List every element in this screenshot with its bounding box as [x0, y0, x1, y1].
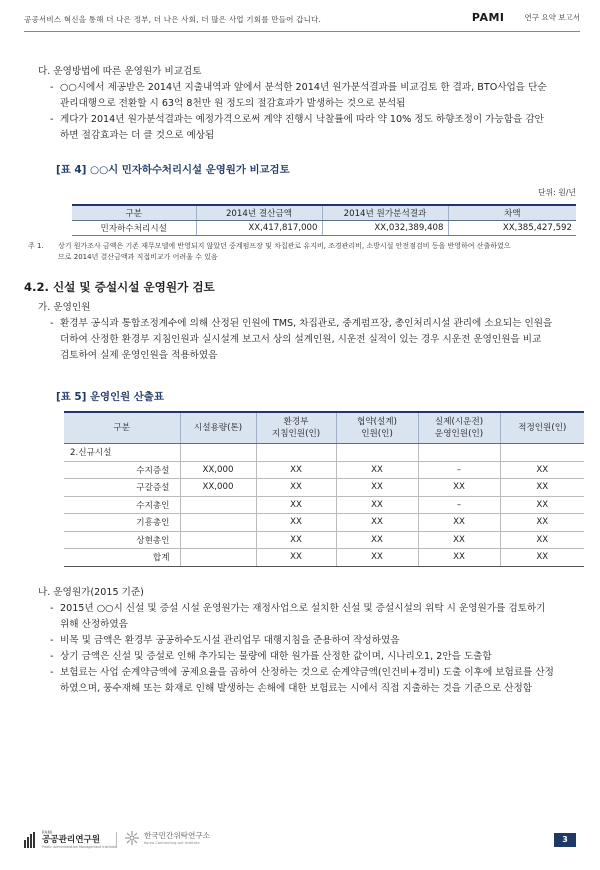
table-cell: XX,032,389,408	[322, 220, 448, 235]
footer-logo-divider	[116, 832, 117, 848]
table-header-cell: 시설용량(톤)	[180, 412, 256, 444]
table-cell	[418, 444, 500, 462]
table-cell: XX	[256, 531, 336, 549]
table-header-row	[64, 412, 584, 444]
bullet-line: 비목 및 금액은 환경부 공공하수도시설 관리업무 대행지침을 준용하여 작성하였음	[60, 634, 400, 646]
kci-logo-eng: Korea Contracting-out Institute	[144, 841, 200, 845]
table-cell: XX,000	[180, 461, 256, 479]
section-na-heading: 나. 운영원가(2015 기준)	[38, 586, 144, 598]
table-row	[64, 514, 584, 532]
table4-unit: 단위: 원/년	[538, 188, 576, 197]
bullet-line: 하였으며, 풍수재해 또는 화재로 인해 발생하는 손해에 대한 보험료는 시에서 직접 지출하는 것을 기준으로 산정함	[60, 682, 533, 694]
dash-mark: -	[50, 650, 54, 662]
section-na-bullet-1	[24, 601, 580, 633]
table-header-row	[72, 205, 576, 220]
table-cell	[336, 444, 418, 462]
header-tagline: 공공서비스 혁신을 통해 더 나은 정부, 더 나은 사회, 더 많은 사업 기회를 만들어 갑니다.	[24, 15, 322, 24]
table-header-cell: 적정인원(인)	[500, 412, 584, 444]
table-header-cell: 2014년 원가분석결과	[322, 205, 448, 220]
header-doc-type: 연구 요약 보고서	[524, 13, 580, 22]
table-cell	[500, 444, 584, 462]
table5-title-text: [표 5] 운영인원 산출표	[56, 390, 164, 403]
dash-mark: -	[50, 82, 54, 93]
table-cell: XX	[500, 531, 584, 549]
table-header-cell: 환경부 지침인원(인)	[256, 412, 336, 444]
table-cell: XX	[256, 549, 336, 567]
bullet-line: 게다가 2014년 원가분석결과는 예정가격으로써 계약 진행시 낙찰률에 따라 약 10% 정도 하향조정이 가능함을 감안	[60, 114, 544, 125]
dash-mark: -	[50, 666, 54, 678]
bullet-line: 관리대행으로 전환할 시 63억 8천만 원 정도의 절감효과가 발생하는 것으로 분석됨	[60, 98, 406, 109]
section-na-bullet-4	[24, 665, 580, 697]
table-cell	[180, 496, 256, 514]
section-na-bullet-3	[24, 649, 580, 665]
table-header-cell: 차액	[448, 205, 576, 220]
header-brand: PAMI	[471, 11, 505, 24]
table-cell: XX	[336, 496, 418, 514]
table-cell: XX	[500, 479, 584, 497]
note-mark: 주 1.	[28, 241, 44, 250]
table-cell	[256, 444, 336, 462]
table-cell	[180, 444, 256, 462]
table-row	[64, 531, 584, 549]
table-cell: XX	[418, 479, 500, 497]
pami-logo-icon	[24, 832, 38, 848]
table-group-label: 2.신규시설	[64, 444, 180, 462]
kci-logo	[124, 830, 210, 846]
bullet-line: 검토하여 실제 운영인원을 적용하였음	[60, 349, 218, 361]
bullet-line: 하면 절감효과는 더 클 것으로 예상됨	[60, 130, 215, 141]
table-cell: XX	[336, 514, 418, 532]
table-cell: 수지총인	[64, 496, 180, 514]
page-footer	[24, 824, 580, 854]
table-cell: 구갈증설	[64, 479, 180, 497]
table-cell: XX,000	[180, 479, 256, 497]
table-row	[72, 220, 576, 235]
table-cell: 기흥총인	[64, 514, 180, 532]
table-cell: 상현총인	[64, 531, 180, 549]
table-cell: XX	[418, 549, 500, 567]
table-cell: XX	[500, 461, 584, 479]
table-cell: XX,385,427,592	[448, 220, 576, 235]
bullet-line: 보험료는 사업 순계약금액에 공제요율을 곱하여 산정하는 것으로 순계약금액(인건비+경비) 도출 이후에 보험료를 산정	[60, 666, 554, 678]
table5	[64, 411, 584, 567]
table-cell	[180, 531, 256, 549]
table-row	[64, 496, 584, 514]
bullet-line: 환경부 공식과 통합조정계수에 의해 산정된 인원에 TMS, 차집관로, 중계펌프장, 총인처리시설 관리에 소요되는 인원을	[60, 317, 553, 329]
table-total-row	[64, 549, 584, 567]
table-group-row	[64, 444, 584, 462]
table-cell: XX	[336, 549, 418, 567]
section-42-bullet	[24, 316, 580, 364]
pami-logo-small: PAMI	[42, 830, 53, 835]
table-cell: XX	[336, 479, 418, 497]
table-cell	[180, 549, 256, 567]
note-line: 므로 2014년 결산금액과 직접비교가 어려울 수 있음	[58, 252, 218, 261]
section-42-subheading: 가. 운영인원	[38, 301, 91, 313]
table4-title-text: [표 4] ○○시 민자하수처리시설 운영원가 비교검토	[56, 164, 290, 176]
table-header-cell: 구분	[64, 412, 180, 444]
bullet-line: 상기 금액은 신설 및 증설로 인해 추가되는 물량에 대한 원가를 산정한 값이며, 시나리오1, 2안을 도출함	[60, 650, 492, 662]
table-cell: XX	[418, 514, 500, 532]
section-42-heading: 4.2. 신설 및 증설시설 운영원가 검토	[24, 279, 215, 294]
table-cell: 수지증설	[64, 461, 180, 479]
bullet-line: ○○시에서 제공받은 2014년 지출내역과 앞에서 분석한 2014년 원가분석결과를 비교검토 한 결과, BTO사업을 단순	[60, 82, 547, 93]
table-cell: XX	[500, 549, 584, 567]
pami-logo-name: 공공관리연구원	[42, 835, 101, 845]
pami-logo	[24, 830, 117, 849]
table-header-cell: 협약(설계) 인원(인)	[336, 412, 418, 444]
table-cell: XX	[336, 531, 418, 549]
table-cell: XX,417,817,000	[196, 220, 322, 235]
table-cell: XX	[500, 514, 584, 532]
table4-note	[24, 241, 580, 263]
header-divider	[24, 31, 580, 32]
page-content	[24, 64, 580, 697]
section-da-bullet-2	[24, 112, 580, 144]
kci-logo-name: 한국민간위탁연구소	[144, 831, 211, 840]
table5-title	[24, 388, 580, 403]
table-header-cell: 구분	[72, 205, 196, 220]
table-header-cell: 2014년 결산금액	[196, 205, 322, 220]
dash-mark: -	[50, 634, 54, 646]
table-cell: –	[418, 496, 500, 514]
table-cell: XX	[256, 479, 336, 497]
section-da-bullet-1	[24, 80, 580, 112]
table-cell	[180, 514, 256, 532]
table-cell: XX	[256, 496, 336, 514]
page-number: 3	[554, 833, 576, 847]
dash-mark: -	[50, 114, 54, 125]
table-cell: XX	[336, 461, 418, 479]
dash-mark: -	[50, 602, 54, 614]
table-cell: 민자하수처리시설	[72, 220, 196, 235]
table-row	[64, 461, 584, 479]
pami-logo-eng: Public Administration Management Institute	[42, 845, 117, 849]
table-header-cell: 실제(시운전) 운영인원(인)	[418, 412, 500, 444]
dash-mark: -	[50, 317, 54, 329]
table-cell: XX	[256, 461, 336, 479]
table-cell: XX	[256, 514, 336, 532]
table-row	[64, 479, 584, 497]
section-na-bullet-2	[24, 633, 580, 649]
table-cell: 합계	[64, 549, 180, 567]
section-da-heading: 다. 운영방법에 따른 운영원가 비교검토	[38, 66, 202, 77]
table-cell: –	[418, 461, 500, 479]
header-right	[472, 11, 580, 24]
bullet-line: 위해 산정하였음	[60, 618, 128, 630]
page-header	[24, 10, 580, 30]
bullet-line: 2015년 ○○시 신설 및 증설 시설 운영원가는 재정사업으로 설치한 신설 및 증설시설의 위탁 시 운영원가를 검토하기	[60, 602, 546, 614]
note-line: 상기 원가조사 금액은 기존 재무모델에 반영되지 않았던 중계펌프장 및 차집관로 유지비, 조경관리비, 소방시설 안전점검비 등을 반영하여 산출하였으	[58, 241, 511, 250]
table-cell: XX	[500, 496, 584, 514]
bullet-line: 더하여 산정한 환경부 지침인원과 실시설계 보고서 상의 설계인원, 시운전 실적이 있는 경우 시운전 운영인원을 비교	[60, 333, 542, 345]
kci-logo-icon	[124, 830, 140, 846]
table-cell: XX	[418, 531, 500, 549]
table4-title	[24, 161, 580, 176]
table4	[72, 204, 576, 236]
